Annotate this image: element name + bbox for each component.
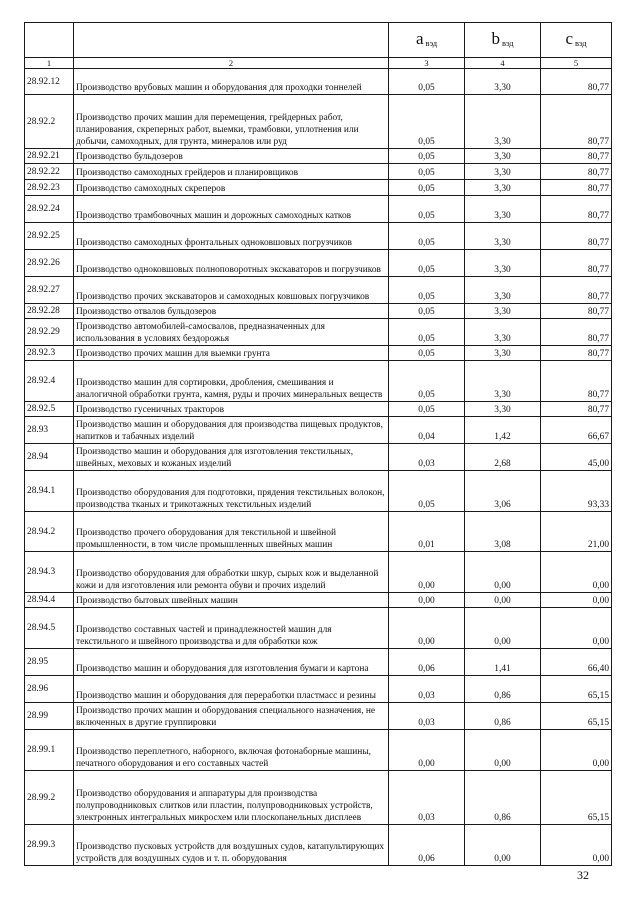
row-value-a: 0,00: [389, 730, 465, 771]
row-value-b: 3,30: [465, 149, 541, 164]
row-code: 28.94.2: [25, 512, 74, 552]
row-value-a: 0,00: [389, 593, 465, 608]
table-row: [25, 180, 612, 196]
row-value-b: 0,00: [465, 730, 541, 771]
row-value-c: 80,77: [541, 319, 612, 346]
row-name: Производство трамбовочных машин и дорожных самоходных катков: [74, 196, 389, 223]
row-value-b: 3,30: [465, 402, 541, 417]
row-value-a: 0,03: [389, 771, 465, 825]
row-value-b: 0,00: [465, 552, 541, 593]
row-value-b: 3,30: [465, 361, 541, 402]
header-cell-code: [25, 23, 74, 58]
header-c-label: c: [565, 29, 573, 48]
row-value-b: 3,30: [465, 223, 541, 250]
row-value-a: 0,05: [389, 402, 465, 417]
row-value-b: 0,00: [465, 825, 541, 866]
header-c-sub: вэд: [575, 38, 587, 48]
row-value-a: 0,03: [389, 703, 465, 730]
page-number: 32: [577, 868, 589, 882]
row-value-c: 80,77: [541, 304, 612, 319]
row-value-a: 0,00: [389, 552, 465, 593]
row-value-b: 3,30: [465, 95, 541, 149]
row-value-c: 21,00: [541, 512, 612, 552]
row-name: Производство одноковшовых полноповоротных экскаваторов и погрузчиков: [74, 250, 389, 277]
column-number: 2: [74, 58, 389, 69]
row-name: Производство машин и оборудования для переработки пластмасс и резины: [74, 676, 389, 703]
table-row: [25, 512, 612, 552]
row-value-a: 0,05: [389, 319, 465, 346]
column-number: 5: [541, 58, 612, 69]
row-value-a: 0,05: [389, 69, 465, 95]
table-row: [25, 196, 612, 223]
row-value-b: 3,06: [465, 471, 541, 512]
row-value-b: 3,30: [465, 196, 541, 223]
row-value-c: 0,00: [541, 593, 612, 608]
column-number-row: [25, 58, 612, 69]
row-value-c: 80,77: [541, 149, 612, 164]
row-code: 28.92.27: [25, 277, 74, 304]
row-value-c: 80,77: [541, 95, 612, 149]
row-value-a: 0,05: [389, 95, 465, 149]
header-a-label: a: [415, 29, 424, 48]
row-value-c: 65,15: [541, 771, 612, 825]
row-code: 28.94.3: [25, 552, 74, 593]
row-value-a: 0,05: [389, 304, 465, 319]
row-value-a: 0,01: [389, 512, 465, 552]
data-table: [24, 22, 612, 866]
row-code: 28.99.2: [25, 771, 74, 825]
row-code: 28.99.3: [25, 825, 74, 866]
row-name: Производство машин и оборудования для производства пищевых продуктов, напитков и табачных изделий: [74, 417, 389, 444]
table-row: [25, 649, 612, 676]
row-value-a: 0,05: [389, 277, 465, 304]
row-value-a: 0,05: [389, 250, 465, 277]
header-cell-b: [465, 23, 541, 58]
row-code: 28.92.26: [25, 250, 74, 277]
table-row: [25, 304, 612, 319]
header-cell-a: [389, 23, 465, 58]
row-name: Производство машин и оборудования для изготовления текстильных, швейных, меховых и кожаных изделий: [74, 444, 389, 471]
row-value-b: 3,30: [465, 319, 541, 346]
row-value-c: 80,77: [541, 223, 612, 250]
row-value-c: 66,40: [541, 649, 612, 676]
table-row: [25, 223, 612, 250]
table-row: [25, 471, 612, 512]
row-value-c: 80,77: [541, 346, 612, 361]
table-row: [25, 69, 612, 95]
row-value-b: 3,30: [465, 277, 541, 304]
row-value-c: 80,77: [541, 402, 612, 417]
row-name: Производство оборудования и аппаратуры для производства полупроводниковых слитков или пластин, полупроводниковых устройств, электронных интегральных микросхем или плоскопанельных дисплеев: [74, 771, 389, 825]
row-value-b: 0,00: [465, 593, 541, 608]
header-a-sub: вэд: [425, 38, 438, 48]
row-value-b: 0,86: [465, 703, 541, 730]
table-row: [25, 319, 612, 346]
row-value-c: 80,77: [541, 196, 612, 223]
row-value-b: 2,68: [465, 444, 541, 471]
row-value-c: 65,15: [541, 703, 612, 730]
row-name: Производство самоходных скреперов: [74, 180, 389, 196]
row-value-c: 0,00: [541, 552, 612, 593]
row-code: 28.92.22: [25, 164, 74, 180]
header-b-label: b: [491, 29, 500, 48]
row-name: Производство машин для сортировки, дробления, смешивания и аналогичной обработки грунта, камня, руды и прочих минеральных веществ: [74, 361, 389, 402]
row-code: 28.92.28: [25, 304, 74, 319]
row-name: Производство бульдозеров: [74, 149, 389, 164]
row-value-b: 3,30: [465, 346, 541, 361]
table-row: [25, 361, 612, 402]
row-code: 28.95: [25, 649, 74, 676]
row-code: 28.92.29: [25, 319, 74, 346]
row-value-a: 0,05: [389, 223, 465, 250]
row-code: 28.92.21: [25, 149, 74, 164]
table-row: [25, 277, 612, 304]
row-name: Производство оборудования для подготовки, прядения текстильных волокон, производства тканых и трикотажных текстильных изделий: [74, 471, 389, 512]
row-value-c: 45,00: [541, 444, 612, 471]
row-name: Производство машин и оборудования для изготовления бумаги и картона: [74, 649, 389, 676]
row-code: 28.92.2: [25, 95, 74, 149]
row-value-b: 3,30: [465, 164, 541, 180]
row-value-c: 65,15: [541, 676, 612, 703]
row-value-c: 0,00: [541, 608, 612, 649]
table-row: [25, 703, 612, 730]
table-row: [25, 164, 612, 180]
table-row: [25, 444, 612, 471]
row-code: 28.92.3: [25, 346, 74, 361]
row-value-b: 0,86: [465, 676, 541, 703]
row-code: 28.93: [25, 417, 74, 444]
row-value-c: 0,00: [541, 825, 612, 866]
row-name: Производство самоходных фронтальных одноковшовых погрузчиков: [74, 223, 389, 250]
row-value-c: 80,77: [541, 164, 612, 180]
header-row: [25, 23, 612, 58]
column-number: 4: [465, 58, 541, 69]
table-row: [25, 676, 612, 703]
row-code: 28.92.12: [25, 69, 74, 95]
row-name: Производство автомобилей-самосвалов, предназначенных для использования в условиях бездорожья: [74, 319, 389, 346]
row-value-b: 3,30: [465, 69, 541, 95]
row-value-c: 80,77: [541, 277, 612, 304]
row-name: Производство прочих машин для выемки грунта: [74, 346, 389, 361]
row-name: Производство переплетного, наборного, включая фотонаборные машины, печатного оборудования и его составных частей: [74, 730, 389, 771]
row-name: Производство прочего оборудования для текстильной и швейной промышленности, в том числе промышленных швейных машин: [74, 512, 389, 552]
row-value-a: 0,03: [389, 444, 465, 471]
row-value-a: 0,05: [389, 180, 465, 196]
row-value-a: 0,05: [389, 471, 465, 512]
row-value-b: 0,00: [465, 608, 541, 649]
column-number: 3: [389, 58, 465, 69]
header-b-sub: вэд: [501, 38, 514, 48]
table-row: [25, 552, 612, 593]
row-code: 28.94.1: [25, 471, 74, 512]
row-name: Производство прочих экскаваторов и самоходных ковшовых погрузчиков: [74, 277, 389, 304]
row-value-b: 3,30: [465, 250, 541, 277]
table-body: [25, 23, 612, 866]
row-code: 28.99: [25, 703, 74, 730]
row-value-a: 0,06: [389, 649, 465, 676]
row-code: 28.99.1: [25, 730, 74, 771]
table-row: [25, 825, 612, 866]
table-row: [25, 417, 612, 444]
row-code: 28.94.5: [25, 608, 74, 649]
row-name: Производство пусковых устройств для воздушных судов, катапультирующих устройств для воздушных судов и т. п. оборудования: [74, 825, 389, 866]
row-name: Производство прочих машин и оборудования специального назначения, не включенных в другие группировки: [74, 703, 389, 730]
row-value-c: 80,77: [541, 180, 612, 196]
row-code: 28.94: [25, 444, 74, 471]
row-value-c: 80,77: [541, 361, 612, 402]
row-code: 28.92.4: [25, 361, 74, 402]
table-row: [25, 149, 612, 164]
row-value-c: 66,67: [541, 417, 612, 444]
row-name: Производство бытовых швейных машин: [74, 593, 389, 608]
row-value-c: 0,00: [541, 730, 612, 771]
row-value-c: 80,77: [541, 69, 612, 95]
table-row: [25, 402, 612, 417]
row-code: 28.92.5: [25, 402, 74, 417]
row-value-a: 0,06: [389, 825, 465, 866]
row-name: Производство прочих машин для перемещения, грейдерных работ, планирования, скреперных работ, выемки, трамбовки, уплотнения или добычи, самоходных, для грунта, минералов или руд: [74, 95, 389, 149]
row-value-c: 93,33: [541, 471, 612, 512]
table-row: [25, 730, 612, 771]
table-row: [25, 95, 612, 149]
row-value-a: 0,03: [389, 676, 465, 703]
row-code: 28.92.23: [25, 180, 74, 196]
row-value-b: 1,41: [465, 649, 541, 676]
header-cell-name: [74, 23, 389, 58]
row-value-b: 3,30: [465, 180, 541, 196]
row-name: Производство гусеничных тракторов: [74, 402, 389, 417]
row-value-a: 0,05: [389, 196, 465, 223]
table-row: [25, 593, 612, 608]
row-value-b: 1,42: [465, 417, 541, 444]
column-number: 1: [25, 58, 74, 69]
header-cell-c: [541, 23, 612, 58]
row-value-a: 0,05: [389, 361, 465, 402]
row-value-b: 0,86: [465, 771, 541, 825]
row-value-a: 0,04: [389, 417, 465, 444]
row-value-b: 3,08: [465, 512, 541, 552]
row-value-a: 0,05: [389, 149, 465, 164]
row-value-b: 3,30: [465, 304, 541, 319]
row-code: 28.96: [25, 676, 74, 703]
row-code: 28.92.24: [25, 196, 74, 223]
row-name: Производство самоходных грейдеров и планировщиков: [74, 164, 389, 180]
row-value-a: 0,05: [389, 346, 465, 361]
row-value-a: 0,05: [389, 164, 465, 180]
row-value-a: 0,00: [389, 608, 465, 649]
row-code: 28.94.4: [25, 593, 74, 608]
row-code: 28.92.25: [25, 223, 74, 250]
table-row: [25, 771, 612, 825]
row-value-c: 80,77: [541, 250, 612, 277]
row-name: Производство отвалов бульдозеров: [74, 304, 389, 319]
table-row: [25, 250, 612, 277]
table-row: [25, 346, 612, 361]
row-name: Производство оборудования для обработки шкур, сырых кож и выделанной кожи и для изготовления или ремонта обуви и прочих изделий: [74, 552, 389, 593]
table-row: [25, 608, 612, 649]
row-name: Производство составных частей и принадлежностей машин для текстильного и швейного производства и для обработки кож: [74, 608, 389, 649]
row-name: Производство врубовых машин и оборудования для проходки тоннелей: [74, 69, 389, 95]
